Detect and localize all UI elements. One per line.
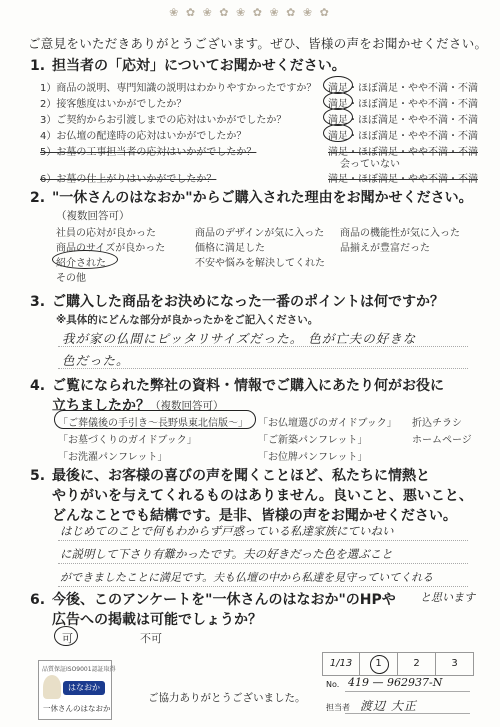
q4-option-3: 折込チラシ xyxy=(412,418,462,429)
q4-option-2: 「お仏壇選びのガイドブック」 xyxy=(258,418,397,429)
q1-rating-1: 満足・ほぼ満足・やや不満・不満 xyxy=(328,83,478,94)
q1-rating-6: 満足・ほぼ満足・やや不満・不満 xyxy=(328,174,478,185)
grade-circle xyxy=(370,655,389,674)
q4-title: 4. ご覧になられた弊社の資料・情報でご購入にあたり何がお役に 立ちましたか？ xyxy=(30,378,444,414)
grade-1: 1 xyxy=(360,653,398,675)
monk-icon xyxy=(43,675,61,699)
q5-answer-line-2: に説明して下さり有難かったです。夫の好きだった色を選ぶこと xyxy=(60,547,393,561)
intro-text: ご意見をいただきありがとうございます。ぜひ、皆様の声をお聞かせください。 xyxy=(28,36,488,51)
q1-item-3: 3）ご契約からお引渡しまでの応対はいかがでしたか？ xyxy=(40,115,287,126)
header-ornament: ❀ ✿ ❀ ✿ ❀ ✿ ❀ ✿ ❀ ✿ xyxy=(169,6,331,19)
q4-option-8: 「お位牌パンフレット」 xyxy=(258,452,368,463)
q4-answer-circle xyxy=(54,410,256,429)
q1-item-6: 6）お墓の仕上がりはいかがでしたか？ xyxy=(40,174,217,185)
q5-title: 5. 最後に、お客様の喜びの声を聞くことほど、私たちに情熱と やりがいを与えてくれるものはありません。良いこと、悪いこと、 どんなことでも結構です。是非、皆様の声をお聞かせください。 xyxy=(30,468,473,524)
tantou-underline xyxy=(345,713,470,714)
company-logo xyxy=(38,660,116,720)
q1-title: 1. 担当者の「応対」についてお聞かせください。 xyxy=(30,58,346,74)
q1-rating-4: 満足・ほぼ満足・やや不満・不満 xyxy=(328,131,478,142)
q2-option-7: 紹介された xyxy=(56,258,106,269)
q1-rating-2: 満足・ほぼ満足・やや不満・不満 xyxy=(328,99,478,110)
q3-note: ※具体的にどんな部分が良かったかをご記入ください。 xyxy=(56,314,319,326)
q6-option-no: 不可 xyxy=(140,632,162,645)
q6-title: 6. 今後、このアンケートを"一休さんのはなおか"のHPや 広告への掲載は可能でしょうか？ xyxy=(30,592,396,628)
q4-note: （複数回答可） xyxy=(150,400,224,412)
q2-option-6: 品揃えが豊富だった xyxy=(340,243,430,254)
q2-option-4: 商品のサイズが良かった xyxy=(56,243,166,254)
no-value: 419 — 962937-N xyxy=(348,676,443,689)
q1-rating-3: 満足・ほぼ満足・やや不満・不満 xyxy=(328,115,478,126)
q1-answer-circle-4 xyxy=(323,124,353,142)
date-cell: 1/13 xyxy=(323,653,360,675)
q1-rating-5: 満足・ほぼ満足・やや不満・不満 xyxy=(328,147,478,158)
q4-option-7: 「お洗濯パンフレット」 xyxy=(58,452,168,463)
tantou-label: 担当者 xyxy=(326,703,350,712)
q3-answer-line-1: 我が家の仏間にピッタリサイズだった。 色が亡夫の好きな xyxy=(62,331,417,346)
q2-option-9: その他 xyxy=(56,273,86,284)
q2-answer-circle xyxy=(52,250,118,269)
q5-line-3 xyxy=(58,586,468,587)
q4-option-4: 「お墓づくりのガイドブック」 xyxy=(58,435,197,446)
q1-item-4: 4）お仏壇の配達時の応対はいかがでしたか？ xyxy=(40,131,247,142)
q2-option-1: 社員の応対が良かった xyxy=(56,228,156,239)
q5-line-2 xyxy=(58,563,468,564)
thanks-text: ご協力ありがとうございました。 xyxy=(148,692,306,704)
grade-2: 2 xyxy=(398,653,436,675)
q2-option-8: 不安や悩みを解決してくれた xyxy=(195,258,325,269)
no-underline xyxy=(345,691,470,692)
q4-option-6: ホームページ xyxy=(412,435,472,446)
q5-line-1 xyxy=(58,540,468,541)
q4-option-1: 「ご葬儀後の手引き〜長野県東北信版〜」 xyxy=(58,418,248,429)
q5-answer-line-1: はじめてのことで何もわからず戸惑っている私達家族にていねい xyxy=(60,524,394,538)
q3-title: 3. ご購入した商品をお決めになった一番のポイントは何ですか？ xyxy=(30,294,444,310)
q6-hand-note: と思います xyxy=(420,591,475,604)
logo-caption: 品質保証ISO9001認証取得 xyxy=(42,666,116,673)
q2-title: 2. "一休さんのはなおか"からご購入された理由をお聞かせください。 xyxy=(30,190,473,206)
q2-option-5: 価格に満足した xyxy=(195,243,265,254)
q3-answer-line-2: 色だった。 xyxy=(62,353,130,368)
grade-box xyxy=(322,652,474,676)
q1-item-5: 5）お墓の工事担当者の応対はいかがでしたか？ xyxy=(40,147,257,158)
q2-option-3: 商品の機能性が気に入った xyxy=(340,228,460,239)
q1-extra-note: 会っていない xyxy=(340,159,400,170)
no-label: No. xyxy=(326,680,340,689)
q6-answer-circle xyxy=(54,626,78,646)
q6-option-yes: 可 xyxy=(62,632,73,645)
q1-item-2: 2）接客態度はいかがでしたか？ xyxy=(40,99,187,110)
q4-option-5: 「ご新築パンフレット」 xyxy=(258,435,368,446)
grade-3: 3 xyxy=(451,658,458,669)
q2-note: （複数回答可） xyxy=(56,210,130,222)
logo-brand: はなおか xyxy=(63,681,105,695)
q1-item-1: 1）商品の説明、専門知識の説明はわかりやすかったですか？ xyxy=(40,83,317,94)
tantou-value: 渡辺 大正 xyxy=(360,699,417,713)
q5-answer-line-3: ができましたことに満足です。夫も仏壇の中から私達を見守っていてくれる xyxy=(60,571,434,584)
logo-subtitle: 一休さんのはなおか xyxy=(43,704,111,713)
q2-option-2: 商品のデザインが気に入った xyxy=(195,228,325,239)
